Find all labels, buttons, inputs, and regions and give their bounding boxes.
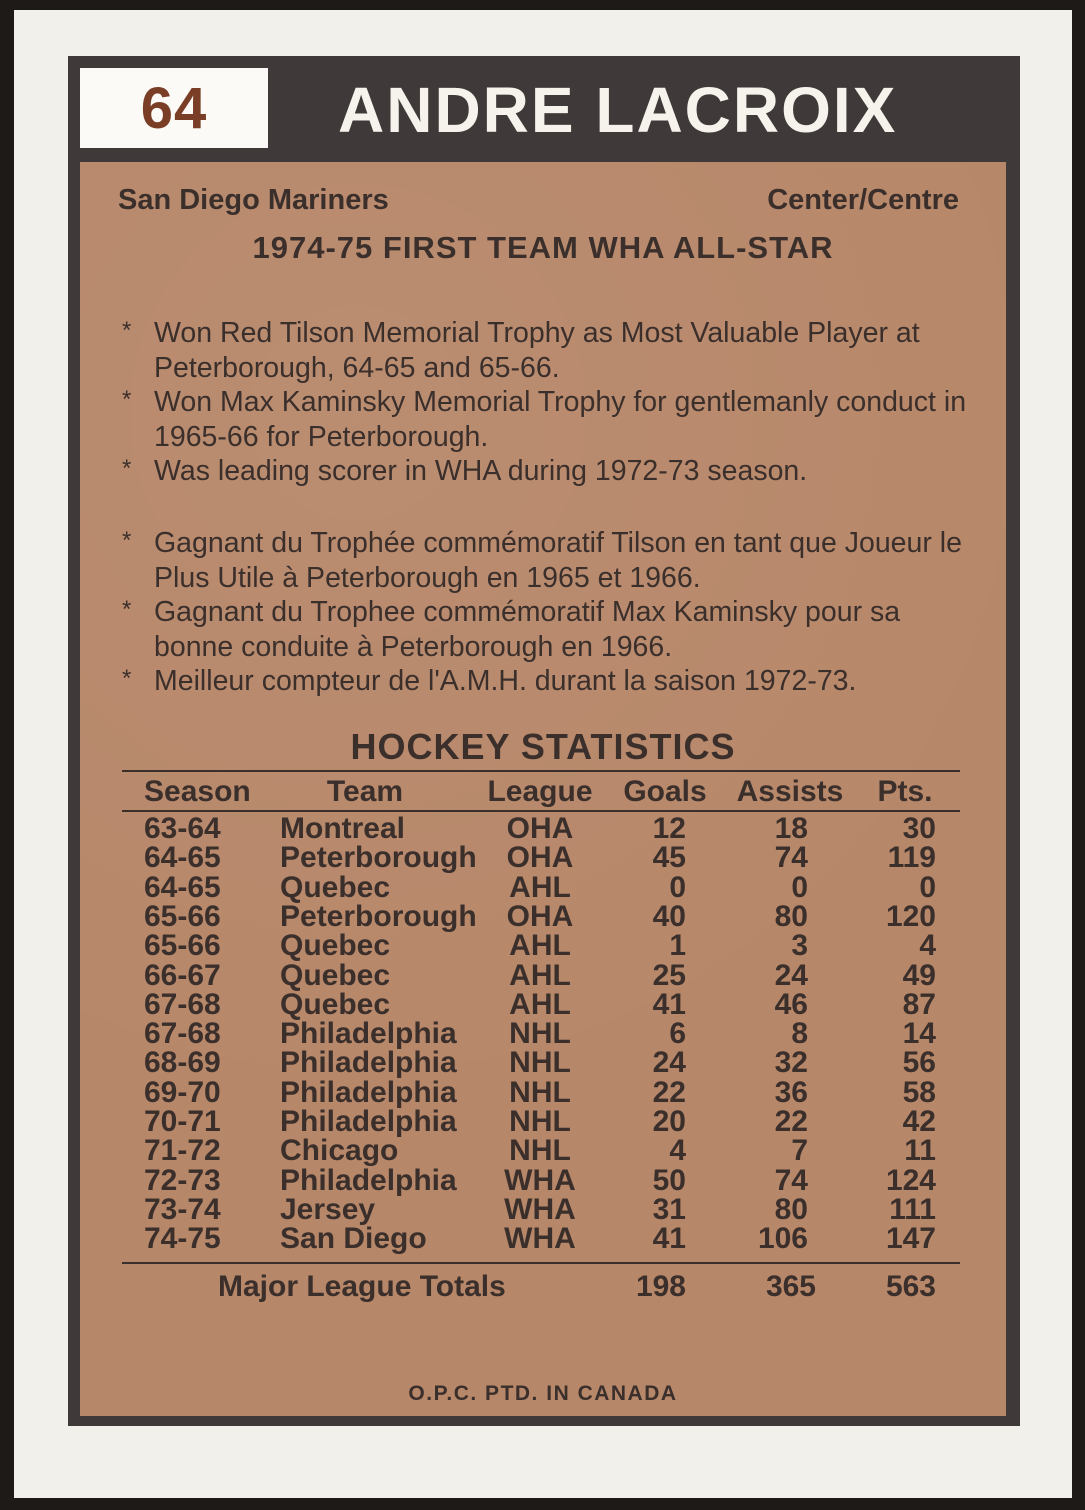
stat-league: NHL: [509, 1075, 571, 1109]
stat-team: Philadelphia: [280, 1075, 457, 1109]
stat-pts: 58: [902, 1075, 936, 1109]
card-number: 64: [140, 75, 208, 141]
stat-pts: 56: [902, 1046, 936, 1080]
stat-pts: 30: [902, 812, 936, 845]
stat-season: 65-66: [144, 929, 221, 963]
card-number-box: [80, 68, 268, 148]
stat-pts: 111: [889, 1192, 936, 1226]
stat-pts: 119: [887, 841, 936, 875]
stat-team: Quebec: [280, 958, 391, 992]
stat-pts: 11: [904, 1134, 936, 1168]
stat-goals: 6: [669, 1017, 686, 1051]
bullet-star: *: [122, 386, 132, 413]
stat-team: Peterborough: [280, 841, 477, 875]
stat-assists: 18: [774, 812, 808, 845]
player-position: Center/Centre: [767, 184, 959, 216]
stats-row: [0, 987, 1085, 1021]
bullet-star: *: [122, 665, 132, 692]
stat-season: 72-73: [144, 1163, 221, 1197]
stat-league: NHL: [509, 1134, 571, 1168]
stat-season: 64-65: [144, 870, 221, 904]
stat-league: WHA: [504, 1222, 576, 1256]
stats-row: [0, 958, 1085, 992]
stat-assists: 74: [774, 841, 808, 875]
stat-team: Quebec: [280, 870, 391, 904]
stat-league: OHA: [506, 841, 574, 875]
stats-row: [0, 1192, 1085, 1226]
stats-row: [0, 1048, 1085, 1078]
stat-pts: 42: [902, 1105, 936, 1138]
stat-league: AHL: [509, 870, 571, 904]
header-pts: Pts.: [877, 775, 933, 808]
stats-row: [0, 1136, 1085, 1166]
bullet-star: *: [122, 596, 132, 623]
stat-league: NHL: [509, 1017, 571, 1051]
stat-pts: 120: [885, 899, 936, 933]
header-goals: Goals: [623, 775, 707, 808]
bullet-star: *: [122, 527, 132, 554]
stat-assists: 0: [791, 870, 808, 904]
stat-league: AHL: [509, 929, 571, 963]
totals-row: [0, 1270, 1085, 1303]
stat-league: WHA: [504, 1192, 576, 1226]
stat-team: Montreal: [280, 812, 406, 845]
stat-team: Philadelphia: [280, 1046, 457, 1080]
stat-season: 67-68: [144, 987, 221, 1021]
stat-team: Philadelphia: [280, 1017, 457, 1051]
bio-bullet: * Won Red Tilson Memorial Trophy as Most Valuable Player at Peterborough, 64-65 and 65-66.: [118, 316, 968, 385]
stat-assists: 3: [791, 929, 808, 963]
bio-bullet: * Won Max Kaminsky Memorial Trophy for gentlemanly conduct in 1965-66 for Peterborough.: [118, 385, 968, 454]
honor-line: 1974-75 FIRST TEAM WHA ALL-STAR: [252, 230, 834, 265]
bio-bullet: * Was leading scorer in WHA during 1972-73 season.: [118, 454, 968, 489]
stat-pts: 147: [885, 1222, 936, 1256]
bio-bullet: * Gagnant du Trophee commémoratif Max Kaminsky pour sa bonne conduite à Peterborough en 1966.: [118, 595, 968, 664]
stats-row: [0, 814, 1085, 844]
stat-league: NHL: [509, 1046, 571, 1080]
stat-season: 66-67: [144, 958, 221, 992]
stats-row: [0, 870, 1085, 904]
stats-row: [0, 931, 1085, 961]
stats-row: [0, 1163, 1085, 1197]
stat-goals: 25: [652, 958, 686, 992]
stat-season: 71-72: [144, 1134, 221, 1168]
stat-goals: 45: [652, 841, 686, 875]
stat-league: OHA: [506, 899, 574, 933]
stat-team: Philadelphia: [280, 1163, 457, 1197]
stat-season: 69-70: [144, 1075, 221, 1109]
stat-league: OHA: [506, 812, 574, 845]
stat-pts: 49: [902, 958, 936, 992]
header-season: Season: [144, 775, 251, 808]
stat-assists: 74: [774, 1163, 808, 1197]
stats-row: [0, 1224, 1085, 1254]
stat-season: 70-71: [144, 1105, 221, 1138]
stat-goals: 20: [652, 1105, 686, 1138]
bio-bullet: * Gagnant du Trophée commémoratif Tilson en tant que Joueur le Plus Utile à Peterborough en 1965 et 1966.: [118, 526, 968, 595]
stat-goals: 22: [652, 1075, 686, 1109]
stat-season: 63-64: [144, 812, 221, 845]
stat-goals: 1: [669, 929, 686, 963]
stats-row: [0, 843, 1085, 873]
bio-bullets-english: [118, 316, 968, 489]
stat-pts: 87: [902, 987, 936, 1021]
stat-assists: 46: [774, 987, 808, 1021]
stats-row: [0, 1075, 1085, 1109]
bullet-star: *: [122, 455, 132, 482]
stats-title: HOCKEY STATISTICS: [350, 726, 736, 767]
stat-goals: 24: [652, 1046, 686, 1080]
stat-pts: 124: [885, 1163, 936, 1197]
bullet-star: *: [122, 317, 132, 344]
stats-rule-top: [122, 770, 960, 772]
totals-assists: 365: [765, 1270, 816, 1303]
stat-team: San Diego: [280, 1222, 427, 1256]
stat-assists: 22: [774, 1105, 808, 1138]
stat-goals: 40: [652, 899, 686, 933]
totals-goals: 198: [635, 1270, 686, 1303]
header-assists: Assists: [736, 775, 844, 808]
stat-league: NHL: [509, 1105, 571, 1138]
stat-league: AHL: [509, 987, 571, 1021]
header-league: League: [487, 775, 593, 808]
stats-row: [0, 1019, 1085, 1049]
stat-season: 67-68: [144, 1017, 221, 1051]
stat-assists: 36: [774, 1075, 808, 1109]
stat-team: Peterborough: [280, 899, 477, 933]
stat-goals: 4: [669, 1134, 686, 1168]
stat-pts: 14: [902, 1017, 936, 1051]
bio-bullets-french: [118, 526, 968, 699]
stat-season: 73-74: [144, 1192, 221, 1226]
header-team: Team: [326, 775, 404, 808]
stat-team: Chicago: [280, 1134, 399, 1168]
stat-goals: 0: [669, 870, 686, 904]
stat-assists: 80: [774, 1192, 808, 1226]
stat-season: 74-75: [144, 1222, 221, 1256]
stat-league: AHL: [509, 958, 571, 992]
stats-rule-bottom: [122, 1262, 960, 1264]
stat-team: Jersey: [280, 1192, 376, 1226]
printer-credit: O.P.C. PTD. IN CANADA: [408, 1382, 678, 1405]
stat-season: 65-66: [144, 899, 221, 933]
stats-row: [0, 1107, 1085, 1137]
stat-assists: 24: [774, 958, 808, 992]
stat-team: Quebec: [280, 929, 391, 963]
stat-goals: 41: [652, 987, 686, 1021]
stat-goals: 12: [652, 812, 686, 845]
team-name: San Diego Mariners: [118, 184, 389, 216]
stat-season: 68-69: [144, 1046, 221, 1080]
stat-assists: 106: [757, 1222, 808, 1256]
player-name: ANDRE LACROIX: [338, 74, 898, 146]
stat-assists: 80: [774, 899, 808, 933]
stats-header-row: [0, 775, 1085, 808]
stat-assists: 32: [774, 1046, 808, 1080]
stat-pts: 0: [919, 870, 936, 904]
stat-assists: 7: [791, 1134, 808, 1168]
totals-label: Major League Totals: [218, 1270, 506, 1303]
stat-pts: 4: [919, 929, 936, 963]
bio-bullet: * Meilleur compteur de l'A.M.H. durant la saison 1972-73.: [118, 664, 968, 699]
stat-goals: 41: [652, 1222, 686, 1256]
stats-row: [0, 899, 1085, 933]
stat-team: Quebec: [280, 987, 391, 1021]
stat-goals: 50: [652, 1163, 686, 1197]
stat-assists: 8: [791, 1017, 808, 1051]
stat-league: WHA: [504, 1163, 576, 1197]
stat-team: Philadelphia: [280, 1105, 457, 1138]
stat-goals: 31: [652, 1192, 686, 1226]
totals-pts: 563: [885, 1270, 936, 1303]
stat-season: 64-65: [144, 841, 221, 875]
